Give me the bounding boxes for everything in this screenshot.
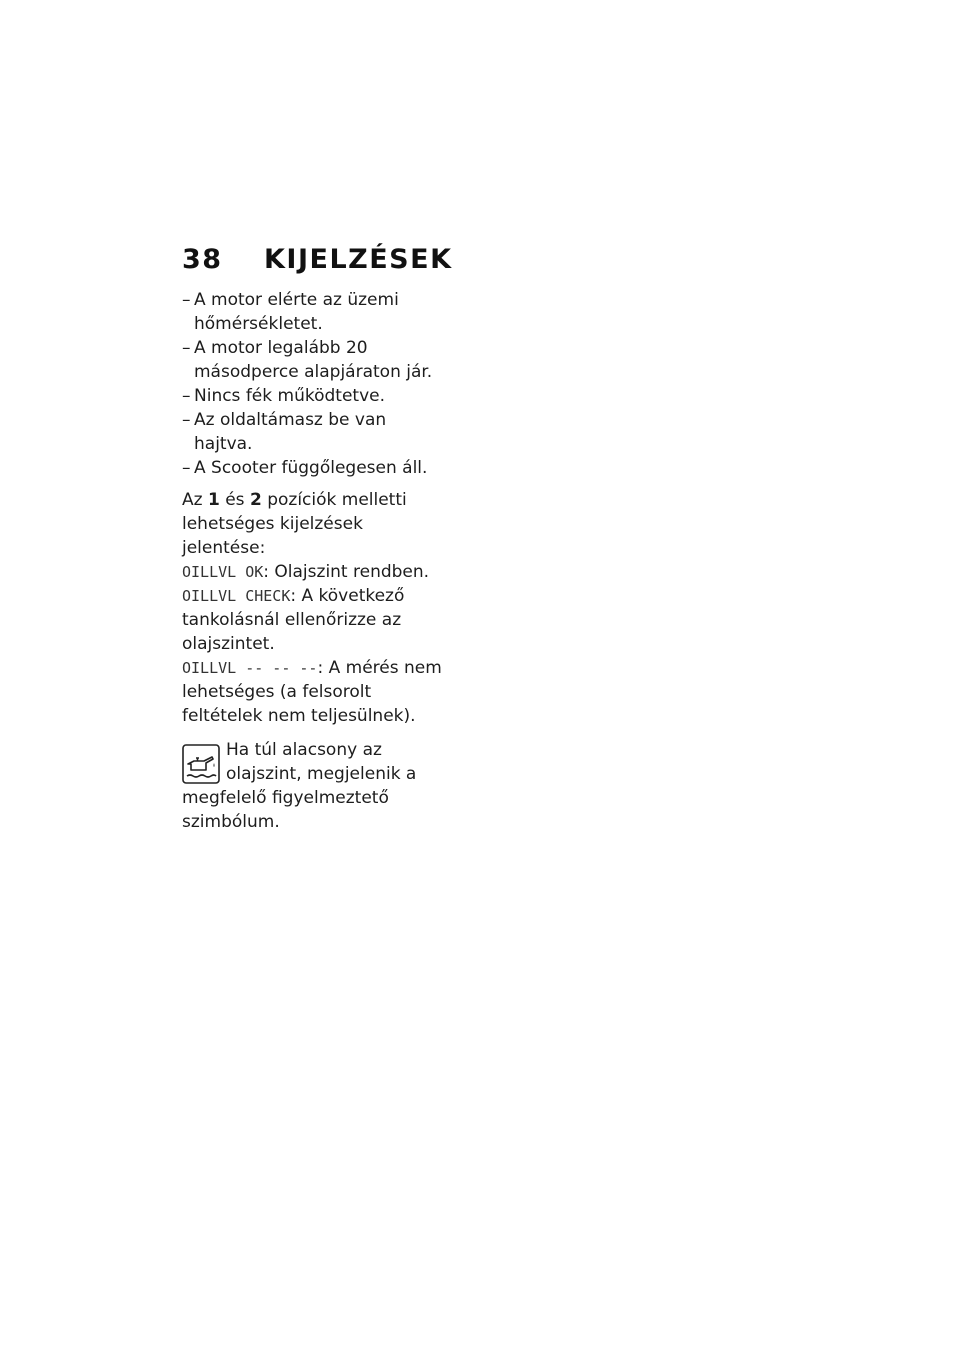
condition-list [182, 288, 444, 480]
position-1: 1 [207, 490, 220, 510]
meaning-ok: OILLVL OK: Olajszint rendben. [182, 562, 430, 582]
list-item: – A motor elérte az üzemi hőmérsékletet. [182, 290, 399, 334]
list-dash: – [182, 410, 191, 430]
list-item: – A Scooter függőlegesen áll. [182, 458, 428, 478]
display-code: OILLVL OK [182, 563, 264, 581]
display-code: OILLVL CHECK [182, 587, 291, 605]
list-item: – Az oldaltámasz be van hajtva. [182, 410, 387, 454]
meaning-unavailable: OILLVL -- -- --: A mérés nem lehetséges (a felsorolt feltételek nem teljesülnek). [182, 658, 442, 726]
intro-paragraph: Az 1 és 2 pozíciók melletti lehetséges kijelzések jelentése: [182, 490, 407, 558]
oil-warning-note [182, 738, 444, 834]
list-dash: – [182, 458, 191, 478]
oil-warning-text: Ha túl alacsony az olajszint, megjelenik a megfelelő figyelmeztető szimbólum. [182, 740, 417, 832]
display-code: OILLVL -- -- -- [182, 659, 318, 677]
page-content [182, 288, 444, 834]
list-dash: – [182, 290, 191, 310]
list-dash: – [182, 338, 191, 358]
list-dash: – [182, 386, 191, 406]
meaning-check: OILLVL CHECK: A következő tankolásnál ellenőrizze az olajszintet. [182, 586, 405, 654]
page-number: 38 [182, 244, 223, 275]
section-title: KIJELZÉSEK [264, 244, 453, 275]
oil-level-warning-icon [182, 744, 220, 784]
list-item: – A motor legalább 20 másodperce alapjáraton jár. [182, 338, 433, 382]
position-2: 2 [249, 490, 262, 510]
list-item: – Nincs fék működtetve. [182, 386, 385, 406]
page-header [182, 244, 453, 275]
